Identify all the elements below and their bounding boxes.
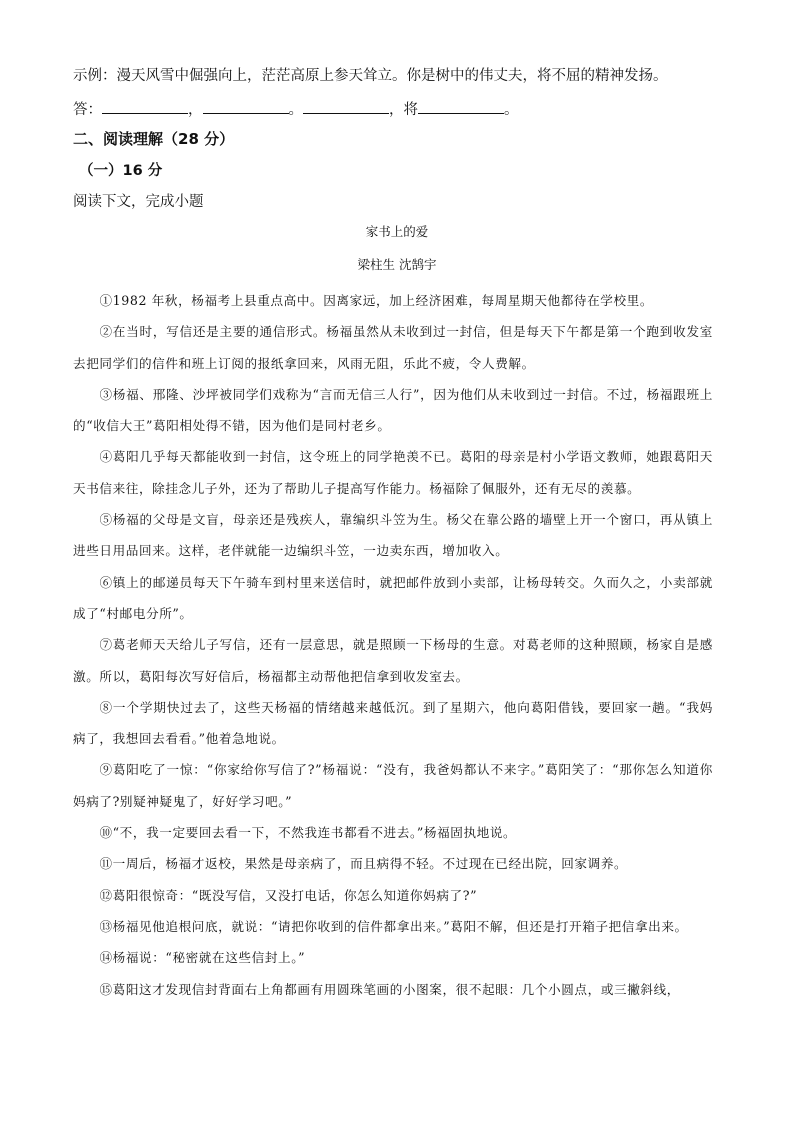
answer-label: 答： bbox=[73, 102, 102, 118]
story-body bbox=[73, 285, 713, 1005]
reading-instruction: 阅读下文，完成小题 bbox=[73, 194, 204, 210]
answer-separator-2: 。 bbox=[288, 102, 303, 118]
story-paragraph: ⑤杨福的父母是文盲，母亲还是残疾人，靠编织斗笠为生。杨父在靠公路的墙壁上开一个窗口，再从镇上进些日用品回来。这样，老伴就能一边编织斗笠，一边卖东西，增加收入。 bbox=[73, 512, 713, 559]
story-paragraph: ⑧一个学期快过去了，这些天杨福的情绪越来越低沉。到了星期六，他向葛阳借钱，要回家一趟。“我妈病了，我想回去看看。”他着急地说。 bbox=[73, 699, 713, 747]
story-paragraph: ⑪一周后，杨福才返校，果然是母亲病了，而且病得不轻。不过现在已经出院，回家调养。 bbox=[99, 856, 628, 872]
story-paragraph: ⑨葛阳吃了一惊：“你家给你写信了?”杨福说：“没有，我爸妈都认不来字。”葛阳笑了：“那你怎么知道你妈病了?别疑神疑鬼了，好好学习吧。” bbox=[73, 762, 713, 809]
story-paragraph: ⑫葛阳很惊奇：“既没写信，又没打电话，你怎么知道你妈病了?” bbox=[99, 887, 478, 903]
subsection-heading: （一）16 分 bbox=[79, 163, 163, 179]
story-paragraph: ⑦葛老师天天给儿子写信，还有一层意思，就是照顾一下杨母的生意。对葛老师的这种照顾，杨家自是感激。所以，葛阳每次写好信后，杨福都主动帮他把信拿到收发室去。 bbox=[73, 637, 713, 684]
story-paragraph: ④葛阳几乎每天都能收到一封信，这令班上的同学艳羡不已。葛阳的母亲是村小学语文教师，她跟葛阳天天书信来往，除挂念儿子外，还为了帮助儿子提高写作能力。杨福除了佩服外，还有无尽的羡慕。 bbox=[73, 449, 713, 496]
answer-separator-3: ，将 bbox=[389, 102, 418, 118]
answer-blank-1[interactable] bbox=[102, 99, 188, 114]
story-paragraph: ⑮葛阳这才发现信封背面右上角都画有用圆珠笔画的小图案，很不起眼：几个小圆点，或三撇斜线， bbox=[99, 981, 680, 997]
story-paragraph: ⑥镇上的邮递员每天下午骑车到村里来送信时，就把邮件放到小卖部，让杨母转交。久而久之，小卖部就成了“村邮电分所”。 bbox=[73, 574, 713, 621]
story-paragraph: ①1982 年秋，杨福考上县重点高中。因离家远，加上经济困难，每周星期天他都待在学校里。 bbox=[99, 293, 654, 308]
answer-blank-3[interactable] bbox=[303, 99, 389, 114]
story-paragraph: ⑬杨福见他追根问底，就说：“请把你收到的信件都拿出来。”葛阳不解，但还是打开箱子把信拿出来。 bbox=[99, 918, 688, 934]
answer-blank-2[interactable] bbox=[203, 99, 289, 114]
section-heading: 二、阅读理解（28 分） bbox=[73, 130, 235, 148]
answer-blank-4[interactable] bbox=[418, 99, 504, 114]
answer-separator-1: ， bbox=[188, 102, 203, 118]
story-author: 梁柱生 沈鹄宇 bbox=[357, 257, 437, 272]
answer-line bbox=[73, 99, 519, 120]
story-paragraph: ③杨福、邢隆、沙坪被同学们戏称为“言而无信三人行”，因为他们从未收到过一封信。不过，杨福跟班上的“收信大王”葛阳相处得不错，因为他们是同村老乡。 bbox=[73, 386, 713, 434]
story-paragraph: ⑩“不，我一定要回去看一下，不然我连书都看不进去。”杨福固执地说。 bbox=[99, 825, 517, 841]
answer-separator-4: 。 bbox=[504, 102, 519, 118]
exercise-example: 示例：漫天风雪中倔强向上，茫茫高原上参天耸立。你是树中的伟丈夫，将不屈的精神发扬。 bbox=[73, 68, 668, 84]
story-paragraph: ②在当时，写信还是主要的通信形式。杨福虽然从未收到过一封信，但是每天下午都是第一个跑到收发室去把同学们的信件和班上订阅的报纸拿回来，风雨无阻，乐此不疲，令人费解。 bbox=[73, 324, 713, 371]
story-paragraph: ⑭杨福说：“秘密就在这些信封上。” bbox=[99, 950, 306, 966]
story-title: 家书上的爱 bbox=[365, 224, 429, 239]
